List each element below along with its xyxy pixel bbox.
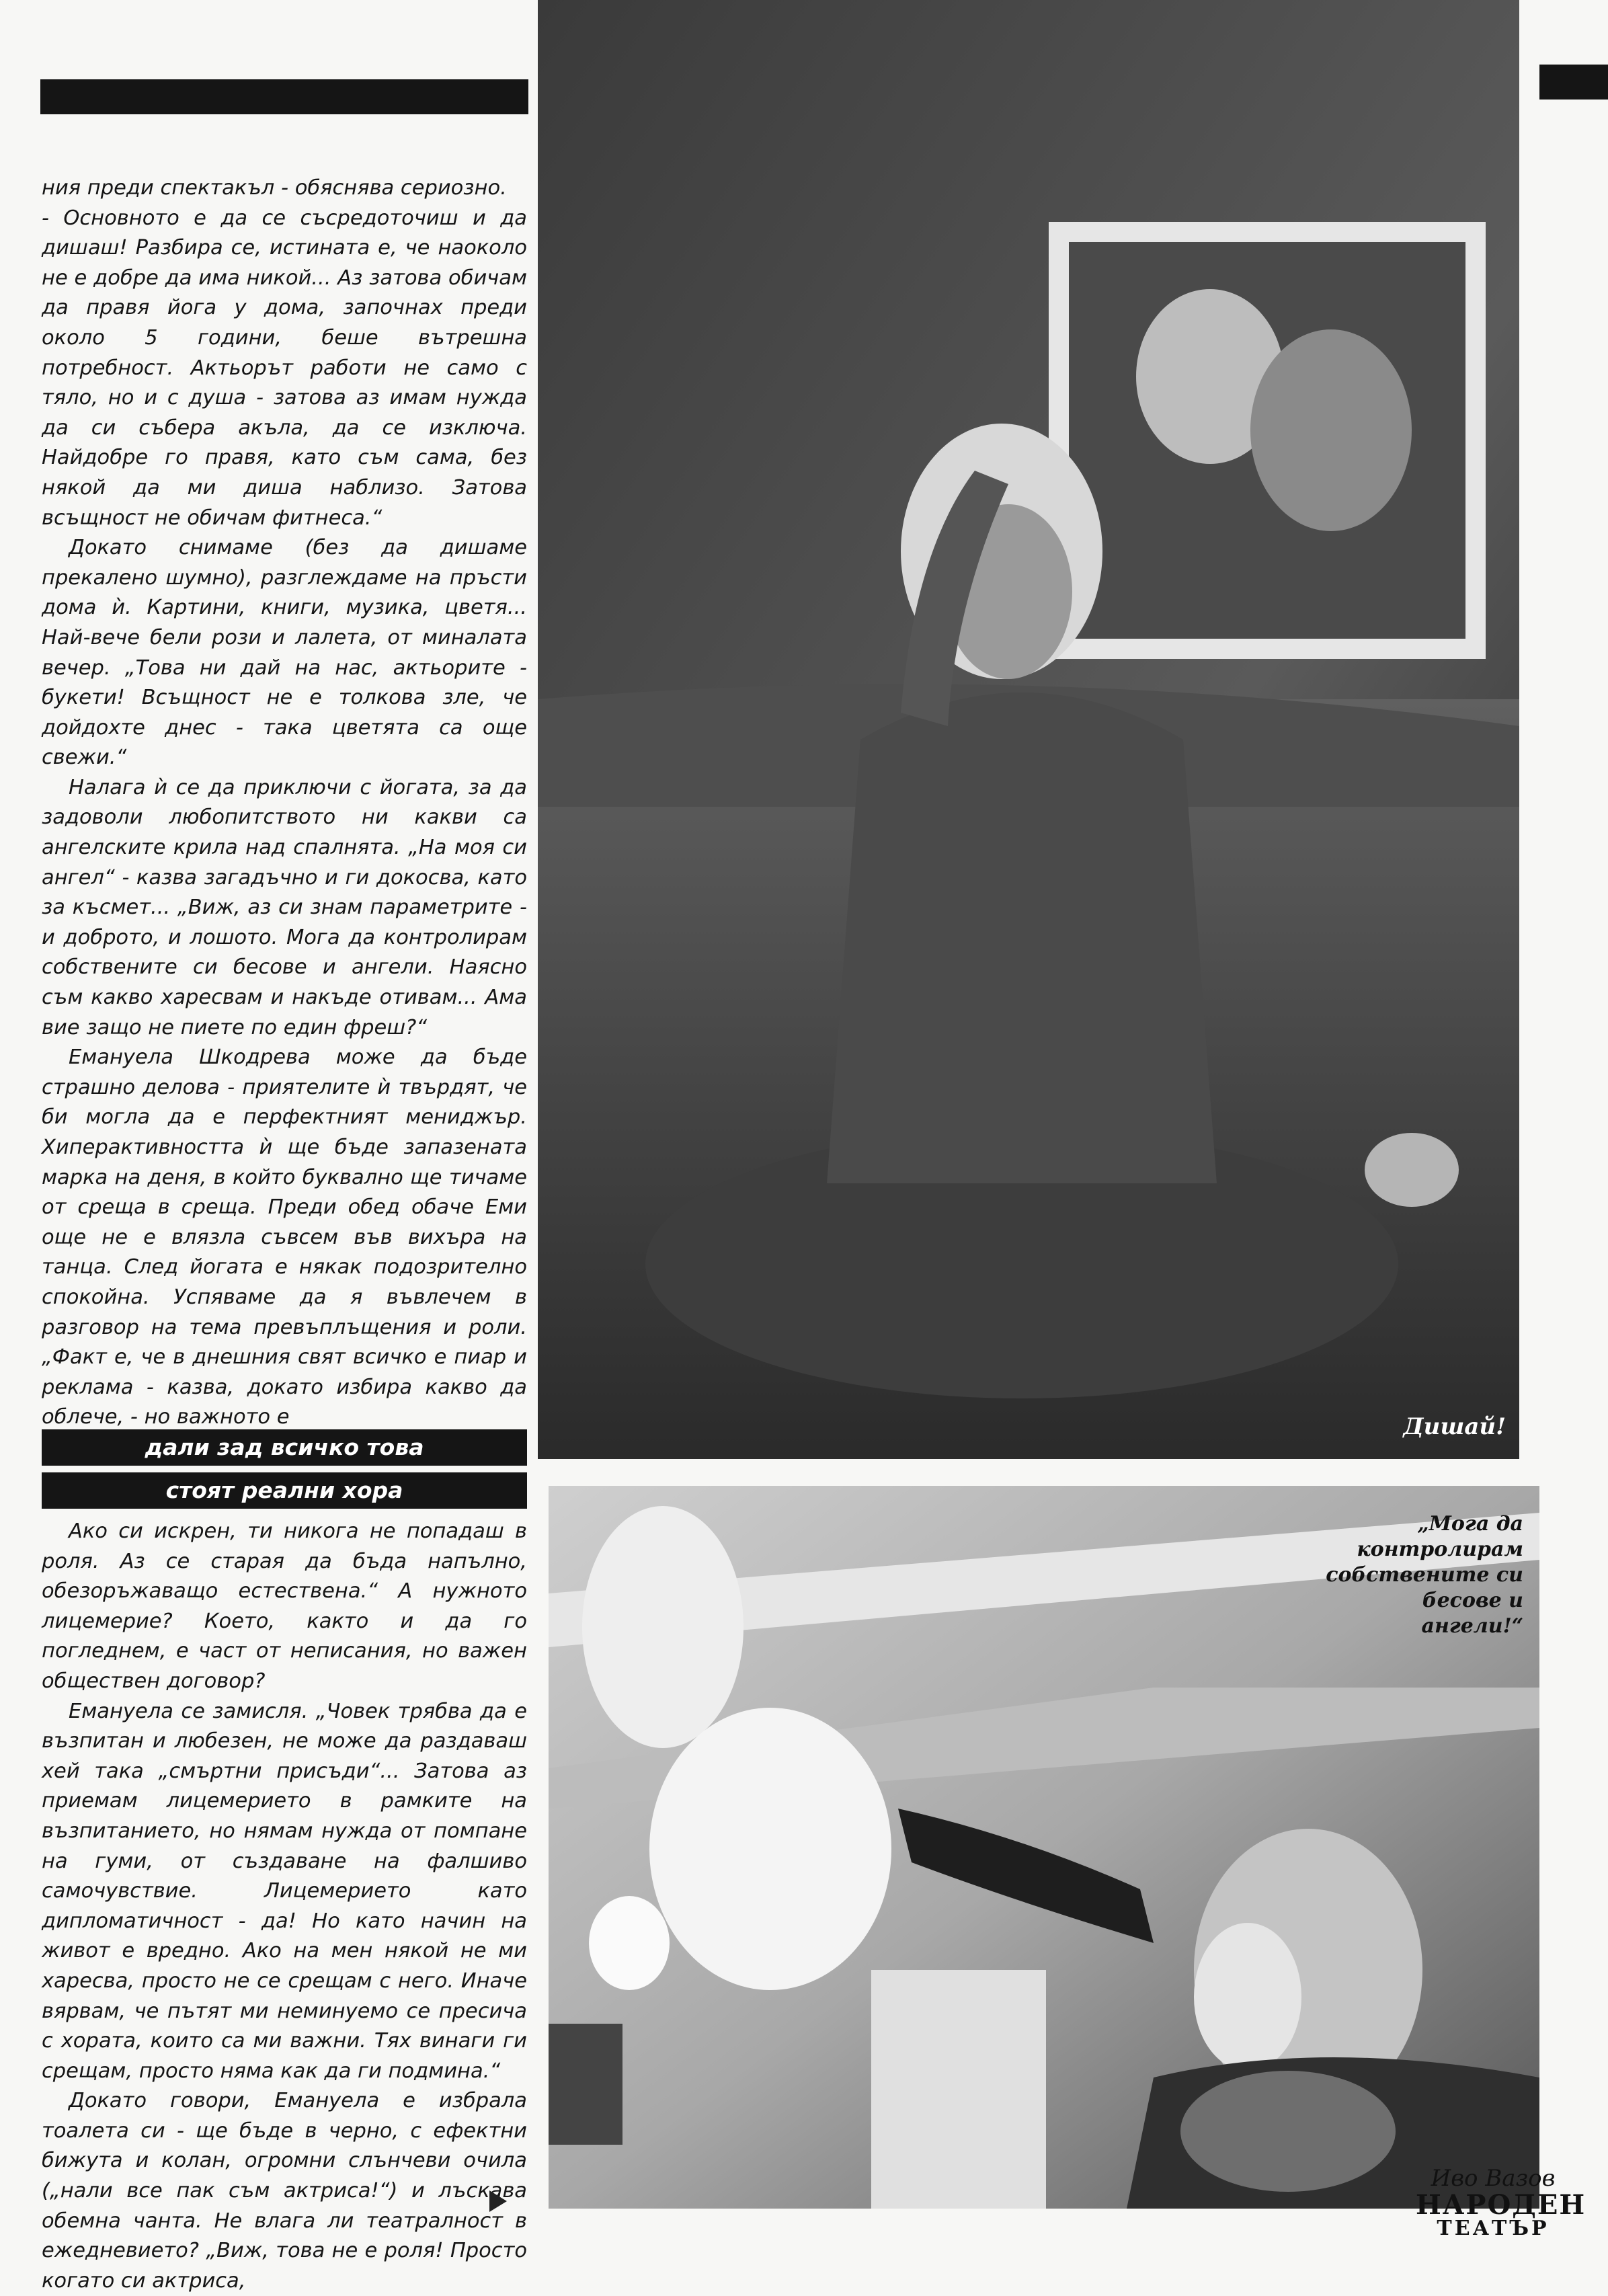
paragraph: Емануела се замисля. „Човек трябва да е възпитан и любезен, не може да раздаваш хей така „смъртни присъди“... Затова аз приемам лицемерието в рамките на възпитанието, но нямам нужда от помпане на гуми, от създаване на фалшиво самочувствие. Лицемерието като дипломатичност - да! Но като начин на живот е вредно. Ако на мен някой не ми харесва, просто не се срещам с него. Иначе вярвам, че пътят ми неминуемо се пресича с хората, които са ми важни. Тях винаги ги срещам, просто няма как да ги подмина.“ xyxy=(42,1699,527,2083)
paragraph: Ако си искрен, ти никога не попадаш в роля. Аз се старая да бъда напълно, обезоръжаващо естествена.“ А нужното лицемерие? Което, както и да го погледнем, е част от неписания, но важен обществен договор? xyxy=(42,1519,527,1693)
paragraph: Докато снимаме (без да дишаме прекалено шумно), разглеждаме на пръсти дома ѝ. Картини, книги, музика, цветя... Най-вече бели рози и лалета, от миналата вечер. „Това ни дай на нас, актьорите - букети! Всъщност не е толкова зле, че дойдохте днес - така цветята са още свежи.“ xyxy=(42,536,527,770)
photo-angel-wings xyxy=(549,1486,1539,2209)
subheading: стоят реални хора xyxy=(42,1472,527,1509)
paragraph: Емануела Шкодрева може да бъде страшно делова - приятелите ѝ твърдят, че би могла да е перфектният мениджър. Хиперактивността ѝ ще бъде запазената марка на деня, в който буквално ще тичаме от среща в среща. Преди обед обаче Еми още не е влязла съвсем във вихъра на танца. След йогата е някак подозрително спокойна. Успяваме да я въвлечем в разговор на тема превъплъщения и роли. „Факт е, че в днешния свят всичко е пиар и реклама - казва, докато избира какво да облече, - но важното е xyxy=(42,1045,527,1429)
paragraph: ния преди спектакъл - обяснява сериозно. xyxy=(42,176,507,200)
logo-line-2: ТЕАТЪР xyxy=(1437,2217,1550,2240)
paragraph: - Основното е да се съсредоточиш и да дишаш! Разбира се, истината е, че наоколо не е добре да има никой... Аз затова обичам да правя йога у дома, започнах преди около 5 години, беше вътрешна потребност. Актьорът работи не само с тяло, но и с душа - затова аз имам нужда да си събера акъла, да се изключа. Найдобре го правя, като съм сама, без някой да ми диша наблизо. Затова всъщност не обичам фитнеса.“ xyxy=(42,206,527,530)
photo-yoga-illustration xyxy=(538,0,1519,1459)
photo-pull-quote: „Мога да контролирам собствените си бесове и ангели!“ xyxy=(1326,1512,1523,1638)
article-column-bottom xyxy=(42,1517,527,2296)
logo-script: Иво Вазов xyxy=(1431,2165,1556,2192)
national-theatre-logo xyxy=(1416,2165,1586,2240)
continue-arrow-icon xyxy=(489,2190,507,2212)
photo-yoga-pose xyxy=(538,0,1519,1459)
top-rule-bar xyxy=(40,79,528,114)
paragraph: Налага ѝ се да приключи с йогата, за да задоволи любопитството ни какви са ангелските крила над спалнята. „На моя си ангел“ - казва загадъчно и ги докосва, като за късмет... „Виж, аз си знам параметрите - и доброто, и лошото. Мога да контролирам собствените си бесове и ангели. Наясно съм какво харесвам и накъде отивам... Ама вие защо не пиете по един фреш?“ xyxy=(42,775,527,1039)
subheading: дали зад всичко това xyxy=(42,1429,527,1466)
article-column-top xyxy=(42,173,527,1433)
photo-caption: Дишай! xyxy=(1403,1413,1506,1440)
logo-line-1: НАРОДЕН xyxy=(1416,2189,1586,2221)
paragraph: Докато говори, Емануела е избрала тоалета си - ще бъде в черно, с ефектни бижута и колан, огромни слънчеви очила („нали все пак съм актриса!“) и лъскава обемна чанта. Не влага ли театралност в ежедневието? „Виж, това не е роля! Просто когато си актриса, xyxy=(42,2089,527,2293)
top-rule-bar-right xyxy=(1539,65,1608,100)
